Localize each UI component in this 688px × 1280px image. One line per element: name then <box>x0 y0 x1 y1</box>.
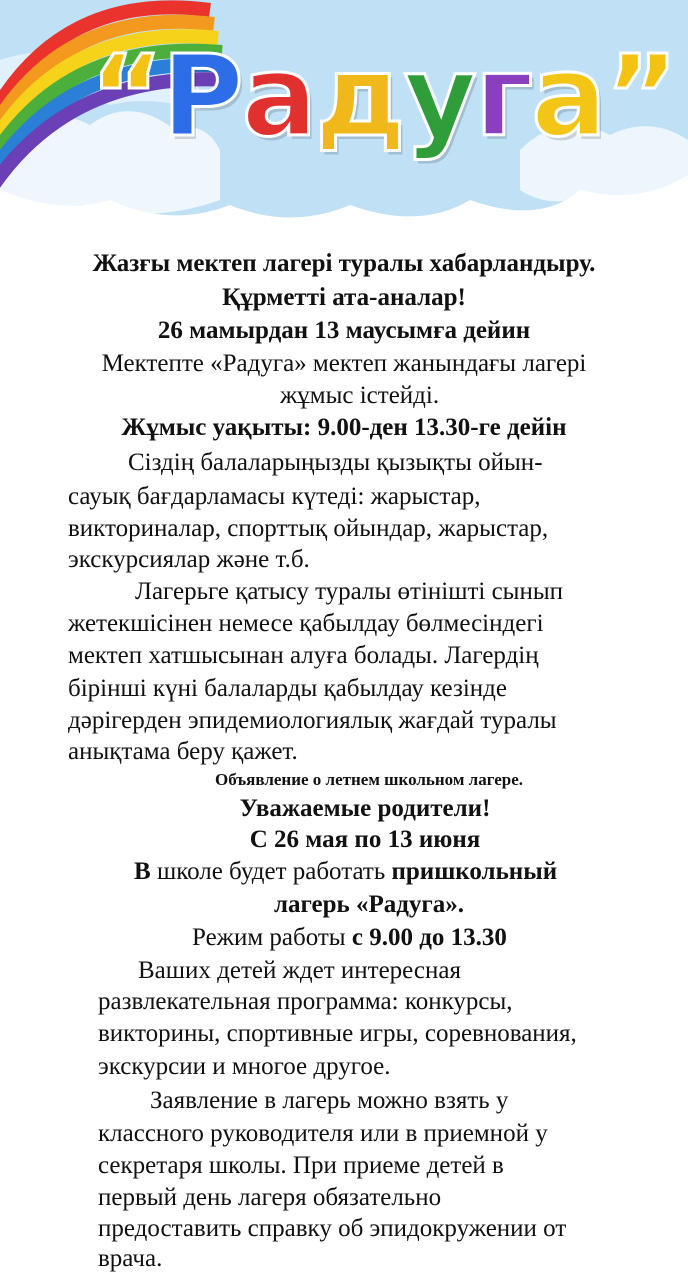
kz-p1-line: Сіздің балаларыңызды қызықты ойын- <box>128 449 543 476</box>
kz-p1-line: экскурсиялар және т.б. <box>68 546 310 573</box>
header-banner <box>0 0 688 235</box>
ru-line1-text: школе будет работать <box>150 858 392 885</box>
kz-line1: Мектепте «Радуга» мектеп жанындағы лагері <box>101 350 587 377</box>
kz-heading: Жазғы мектеп лагері туралы хабарландыру. <box>92 250 596 277</box>
ru-p1-line: развлекательная программа: конкурсы, <box>98 988 513 1015</box>
kz-p2-line: Лагерьге қатысу туралы өтінішті сынып <box>135 578 564 605</box>
ru-line1-bold-v: В <box>134 858 151 885</box>
kz-p2-line: мектеп хатшысынан алуға болады. Лагердің <box>68 642 539 669</box>
ru-line1-bold-camp: пришкольный <box>391 858 558 885</box>
ru-p2-line: предоставить справку об эпидокружении от <box>98 1215 567 1242</box>
ru-hours <box>192 924 507 952</box>
logo-letter: г <box>474 32 532 162</box>
logo-letter: у <box>403 32 475 162</box>
logo-letter: а <box>241 32 316 162</box>
ru-p1-line: Ваших детей ждет интересная <box>138 957 461 984</box>
ru-p2-line: Заявление в лагерь можно взять у <box>150 1087 509 1114</box>
ru-heading: Объявление о летнем школьном лагере. <box>214 770 524 789</box>
ru-greeting: Уважаемые родители! <box>239 795 491 822</box>
logo-letter: д <box>315 32 404 162</box>
kz-greeting: Құрметті ата-аналар! <box>222 284 466 311</box>
kz-p2-line: жетекшісінен немесе қабылдау бөлмесіндегі <box>68 610 544 637</box>
logo-close-quote: ” <box>604 32 677 162</box>
logo-letter: Р <box>161 32 242 162</box>
ru-p1-line: экскурсии и многое другое. <box>98 1053 391 1080</box>
kz-p2-line: анықтама беру қажет. <box>68 738 298 765</box>
ru-dates: С 26 мая по 13 июня <box>249 826 481 853</box>
logo-title <box>90 22 677 172</box>
ru-line1 <box>134 858 557 886</box>
ru-p2-line: классного руководителя или в приемной у <box>98 1120 548 1147</box>
kz-dates: 26 мамырдан 13 маусымға дейин <box>157 317 531 344</box>
ru-p2-line: секретаря школы. При приеме детей в <box>98 1152 504 1179</box>
kz-line2: жұмыс істейді. <box>280 382 440 409</box>
kz-p2-line: дәрігерден эпидемиологиялық жағдай туралы <box>68 707 557 734</box>
kz-p2-line: бірінші күні балаларды қабылдау кезінде <box>68 675 507 702</box>
kz-hours: Жұмыс уақыты: 9.00-ден 13.30-ге дейін <box>121 414 567 441</box>
kz-p1-line: сауық бағдарламасы күтеді: жарыстар, <box>68 483 481 510</box>
ru-p2-line: первый день лагеря обязательно <box>98 1184 442 1211</box>
logo-letter: а <box>531 32 605 162</box>
kz-p1-line: викториналар, спорттық ойындар, жарыстар, <box>68 515 549 542</box>
logo-open-quote: “ <box>90 32 162 162</box>
ru-p2-line: врача. <box>98 1245 163 1272</box>
ru-line2: лагерь «Радуга». <box>273 891 465 918</box>
ru-p1-line: викторины, спортивные игры, соревнования, <box>98 1020 577 1047</box>
ru-hours-value: с 9.00 до 13.30 <box>351 924 507 951</box>
ru-hours-label: Режим работы <box>192 924 352 951</box>
